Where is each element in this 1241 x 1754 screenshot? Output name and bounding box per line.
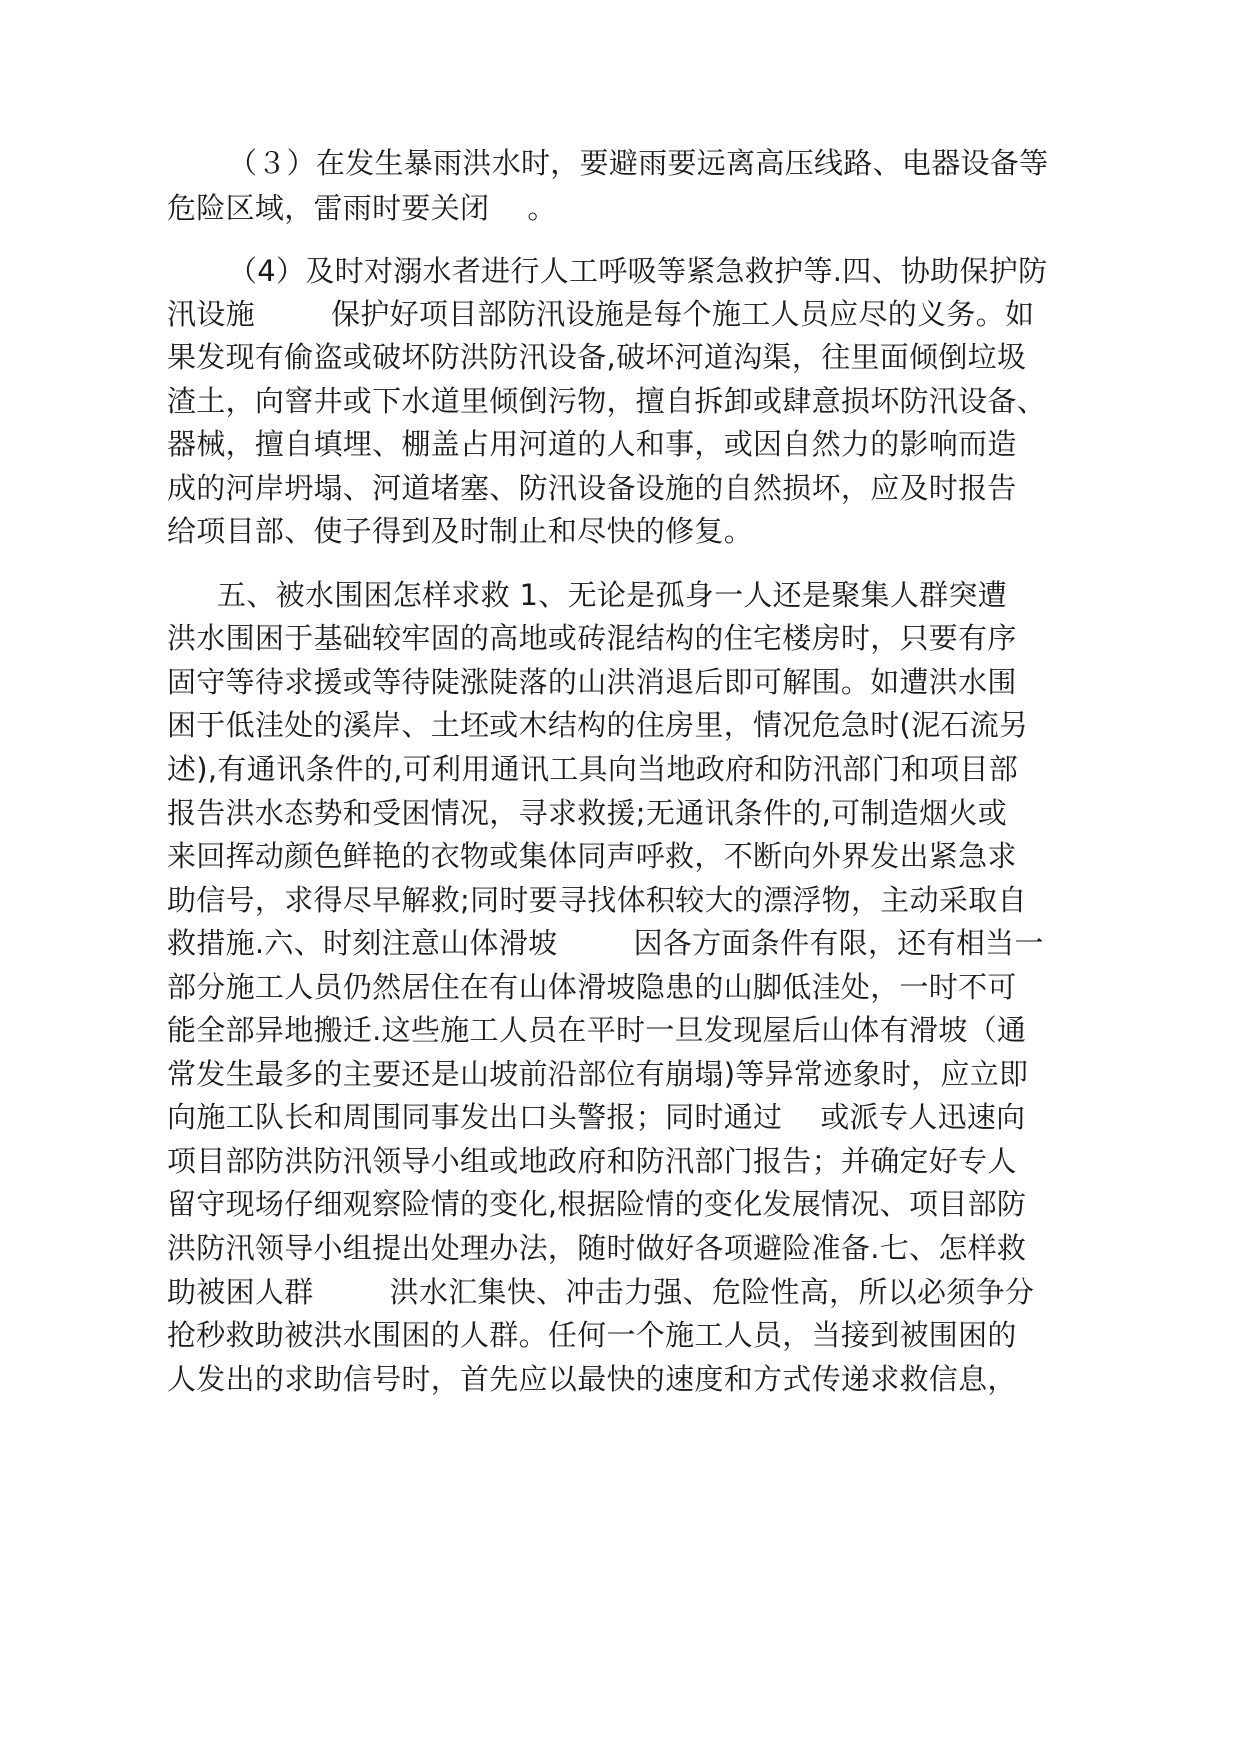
text-line: 来回挥动颜色鲜艳的衣物或集体同声呼救，不断向外界发出紧急求: [167, 839, 1017, 873]
text-line: 部分施工人员仍然居住在有山体滑坡隐患的山脚低洼处，一时不可: [167, 970, 1017, 1004]
text-line: 洪防汛领导小组提出处理办法，随时做好各项避险准备.七、怎样救: [167, 1231, 1027, 1265]
text-line: 人发出的求助信号时，首先应以最快的速度和方式传递求救信息，: [167, 1362, 1017, 1396]
text-line: 果发现有偷盗或破坏防洪防汛设备,破坏河道沟渠，往里面倾倒垃圾: [167, 340, 1027, 374]
text-line: 汛设施 保护好项目部防汛设施是每个施工人员应尽的义务。如: [167, 297, 1035, 331]
text-line: 助被困人群 洪水汇集快、冲击力强、危险性高，所以必须争分: [167, 1275, 1035, 1309]
text-line: （３）在发生暴雨洪水时，要避雨要远离高压线路、电器设备等: [228, 146, 1049, 180]
text-line: 向施工队长和周围同事发出口头警报；同时通过 或派专人迅速向: [167, 1100, 1026, 1134]
text-line: 项目部防洪防汛领导小组或地政府和防汛部门报告；并确定好专人: [167, 1144, 1017, 1178]
text-line: 述),有通讯条件的,可利用通讯工具向当地政府和防汛部门和项目部: [167, 752, 1019, 786]
text-line: 报告洪水态势和受困情况，寻求救援;无通讯条件的,可制造烟火或: [167, 796, 1007, 830]
text-line: 抢秒救助被洪水围困的人群。任何一个施工人员，当接到被围困的: [167, 1318, 1017, 1352]
text-line: 常发生最多的主要还是山坡前沿部位有崩塌)等异常迹象时，应立即: [167, 1057, 1029, 1091]
text-line: 渣土，向窨井或下水道里倾倒污物，擅自拆卸或肆意损坏防汛设备、: [167, 384, 1047, 418]
text-line: 留守现场仔细观察险情的变化,根据险情的变化发展情况、项目部防: [167, 1187, 1027, 1221]
text-line: 固守等待求援或等待陡涨陡落的山洪消退后即可解围。如遭洪水围: [167, 665, 1017, 699]
text-line: 救措施.六、时刻注意山体滑坡 因各方面条件有限，还有相当一: [167, 926, 1044, 960]
text-line: 给项目部、使子得到及时制止和尽快的修复。: [167, 514, 754, 548]
text-line: 五、被水围困怎样求救 1、无论是孤身一人还是聚集人群突遭: [217, 578, 1008, 612]
text-line: 成的河岸坍塌、河道堵塞、防汛设备设施的自然损坏，应及时报告: [167, 471, 1017, 505]
text-line: 能全部异地搬迁.这些施工人员在平时一旦发现屋后山体有滑坡（通: [167, 1013, 1027, 1047]
text-line: 洪水围困于基础较牢固的高地或砖混结构的住宅楼房时，只要有序: [167, 621, 1017, 655]
text-line: 危险区域，雷雨时要关闭 。: [167, 191, 557, 225]
text-line: （4）及时对溺水者进行人工呼吸等紧急救护等.四、协助保护防: [228, 254, 1048, 288]
text-line: 困于低洼处的溪岸、土坯或木结构的住房里，情况危急时(泥石流另: [167, 708, 1029, 742]
text-line: 器械，擅自填埋、棚盖占用河道的人和事，或因自然力的影响而造: [167, 427, 1017, 461]
text-line: 助信号，求得尽早解救;同时要寻找体积较大的漂浮物，主动采取自: [167, 883, 1027, 917]
